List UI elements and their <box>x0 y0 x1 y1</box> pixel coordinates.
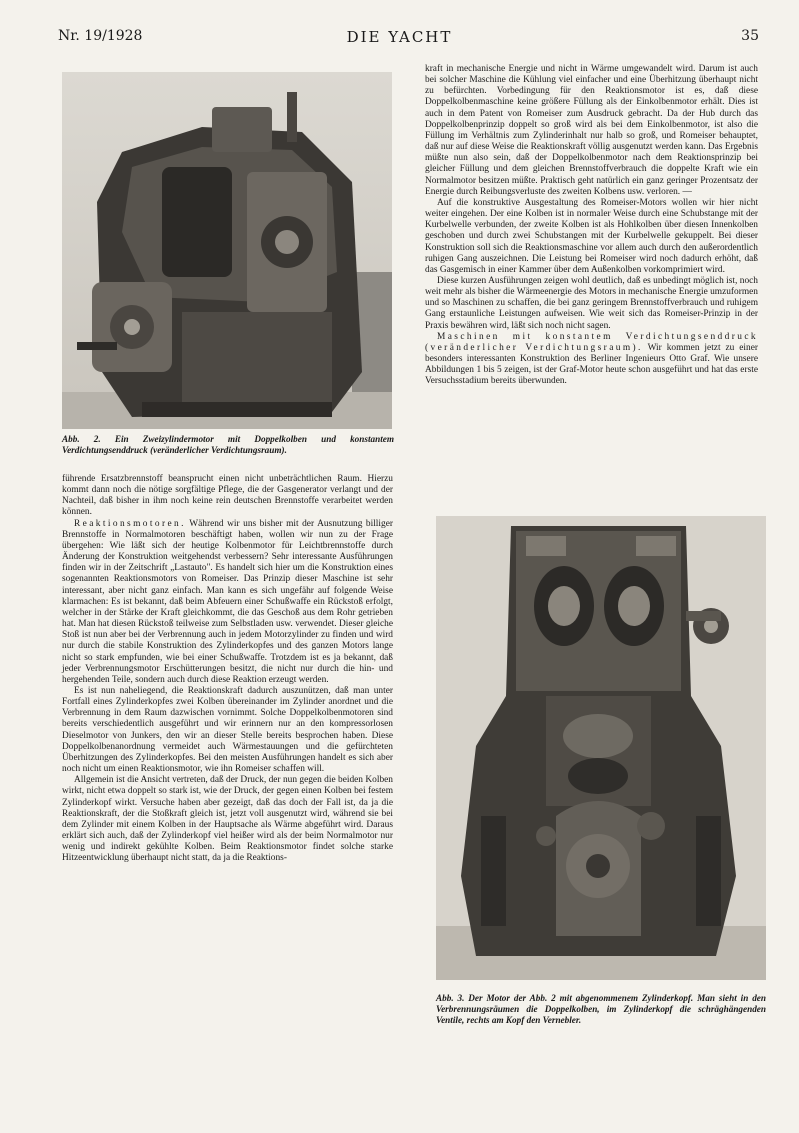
right-paragraph-4-text: Wir kommen jetzt zu einer besonders interessanten Konstruktion des Berliner Ingenieurs Otto Graf. Wie unsere Abbildungen 1 bis 5 zeigen, ist der Graf-Motor heute schon ausgeführt und hat das erste Versuchsstadium bereits überwunden. <box>425 342 758 387</box>
issue-number: Nr. 19/1928 <box>58 28 143 44</box>
left-paragraph-4: Allgemein ist die Ansicht vertreten, daß der Druck, der nun gegen die beiden Kolben wirkt, nicht etwa doppelt so stark ist, wie der Druck, der gegen einen Kolben bei festem Zylinderkopf wirkt. Versuche haben aber gezeigt, daß das doch der Fall ist, da ja die Reaktionskraft, der die Stoßkraft gleich ist, jetzt voll ausgenutzt wird, während sie bei dem Zylinder mit einem Kolben in der Hauptsache als Wärme abgeführt wird. Daraus erklärt sich auch, daß der Zylinderkopf viel heißer wird als der beim Normalmotor nur wenig und indirekt gekühlte Kolben. Beim Reaktionsmotor findet solche starke Hitzeentwicklung überhaupt nicht statt, da ja die Reaktions- <box>62 775 393 864</box>
magazine-title: DIE YACHT <box>346 28 453 46</box>
figure-2-photo <box>62 72 392 429</box>
left-column <box>62 474 393 864</box>
right-paragraph-1: kraft in mechanische Energie und nicht in Wärme umgewandelt wird. Darum ist auch bei solcher Maschine die Kühlung viel einfacher und eine Überhitzung überhaupt nicht zu befürchten. Vorbedingung für den Reaktionsmotor ist es, daß diese Doppelkolbenmaschine keine größere Füllung als der Einkolbenmotor erhält. Dies ist auch in dem Patent von Romeiser zum Ausdruck gebracht. Da der Hub durch das Doppelkolbenprinzip doppelt so groß wird als bei dem Einkolbenmotor, ist also die Füllung im Verhältnis zum Zylinderinhalt nur halb so groß, und Romeiser behauptet, daß nur auf diese Weise die Reaktionskraft völlig ausgenutzt werden kann. Das Ergebnis müßte nun also sein, daß der Doppelkolbenmotor nach dem Reaktionsprinzip bei gleicher Füllung und dem gleichen Brennstoffverbrauch die doppelte Kraft wie ein Normalmotor besitzen müßte. Praktisch geht natürlich ein ganz geringer Prozentsatz der Energie durch Reibungsverluste des zweiten Kolbens usw. verloren. — <box>425 64 758 197</box>
figure-3-caption: Abb. 3. Der Motor der Abb. 2 mit abgenommenem Zylinderkopf. Man sieht in den Verbrennungsräumen die Doppelkolben, im Zylinderkopf die schräghängenden Ventile, rechts am Kopf den Vernebler. <box>436 993 766 1025</box>
left-paragraph-2-text: Während wir uns bisher mit der Ausnutzung billiger Brennstoffe in Normalmotoren beschäftigt haben, wollen wir nun zu der Frage übergehen: Wie läßt sich der heutige Kolbenmotor für Leichtbrennstoffe durch Änderung der Konstruktion weitgehendst verbessern? Sehr interessante Ausführungen finden wir in der Zeitschrift „Lastauto". Es handelt sich hier um die Konstruktion eines sogenannten Reaktionsmotors von Romeiser. Das Prinzip dieser Maschine ist sehr interessant, aber nicht ganz einfach. Man kann es sich ungefähr auf folgende Weise klarmachen: Es ist bekannt, daß beim Abfeuern einer Schußwaffe ein Rückstoß erfolgt, welcher in der Stärke der Kraft gleichkommt, die das Geschoß aus dem Rohr getrieben hat. Man hat diesen Rückstoß teilweise zum Selbstladen usw. verwendet. Dieser gleiche Stoß ist nun aber bei der Verbrennung auch in jedem Motorzylinder zu finden und wird nur durch die stabile Konstruktion des Zylinderkopfes und des ganzen Motors lange nicht so stark empfunden, wie bei einer Schußwaffe. Trotzdem ist es ja bekannt, daß jeder Verbrennungsmotor Erschütterungen besitzt, die nicht nur durch die hin- und hergehenden Teile, sondern auch durch diese Reaktion erzeugt werden. <box>62 518 393 685</box>
figure-3-photo <box>436 516 766 980</box>
section-heading-verdichtung: Maschinen mit konstantem Verdichtungsenddruck (veränderlicher Verdichtungsraum). <box>425 331 758 353</box>
left-paragraph-3: Es ist nun naheliegend, die Reaktionskraft dadurch auszunützen, daß man unter Fortfall eines Zylinderkopfes zwei Kolben übereinander im Zylinder anordnet und die Verbrennung in dem Raum dazwischen vornimmt. Solche Doppelkolbenmotoren sind bereits verschiedentlich ausgeführt und wir erinnern nur an den kompressorlosen Dieselmotor von Junkers, den wir an dieser Stelle bereits besprochen haben. Diese Doppelkolbenanordnung vermeidet auch Wärmestauungen und die gefürchteten Überhitzungen des Zylinderkopfes. Bei den meisten Ausführungen handelt es sich aber noch nicht um einen Reaktionsmotor, wie ihn Romeiser schaffen will. <box>62 685 393 775</box>
section-heading-reaktionsmotoren: Reaktionsmotoren. <box>74 518 186 529</box>
engine-top-photo-image <box>436 516 766 980</box>
figure-2-caption: Abb. 2. Ein Zweizylindermotor mit Doppelkolben und konstantem Verdichtungsenddruck (veränderlicher Verdichtungsraum). <box>62 434 394 455</box>
engine-photo-image <box>62 72 392 429</box>
right-paragraph-3: Diese kurzen Ausführungen zeigen wohl deutlich, daß es unbedingt möglich ist, noch weit mehr als bisher die Wärmeenergie des Motors in mechanische Energie umzuformen und so Maschinen zu schaffen, die bei ganz geringem Brennstoffverbrauch und ruhigem Gang erstaunliche Leistungen aufweisen. Wie weit sich das Romeiser-Prinzip in der Praxis bewähren wird, läßt sich noch nicht sagen. <box>425 275 758 331</box>
left-paragraph-2 <box>62 519 393 686</box>
right-column <box>425 64 758 388</box>
right-paragraph-4 <box>425 332 758 388</box>
right-paragraph-2: Auf die konstruktive Ausgestaltung des Romeiser-Motors wollen wir hier nicht weiter eingehen. Der eine Kolben ist in normaler Weise durch eine Schubstange mit der Kurbelwelle verbunden, der zweite Kolben ist als Hohlkolben über diesen Innenkolben geschoben und durch zwei Schubstangen mit der Kurbelwelle gekuppelt. Bei dieser Konstruktion soll sich die Reaktionsmaschine vor allem auch durch den außerordentlich ruhigen Gang auszeichnen. Die Leistung bei Romeiser wird noch dadurch erhöht, daß das Gasgemisch in einer Kammer über dem Außenkolben vorkomprimiert wird. <box>425 197 758 275</box>
page-number: 35 <box>741 28 759 44</box>
left-paragraph-1: führende Ersatzbrennstoff beansprucht einen nicht unbeträchtlichen Raum. Hierzu kommt dann noch die nötige sorgfältige Pflege, die der Gasgenerator verlangt und der Nachteil, daß bisher in ihm noch keine rein deutschen Brennstoffe verarbeitet werden können. <box>62 474 393 518</box>
